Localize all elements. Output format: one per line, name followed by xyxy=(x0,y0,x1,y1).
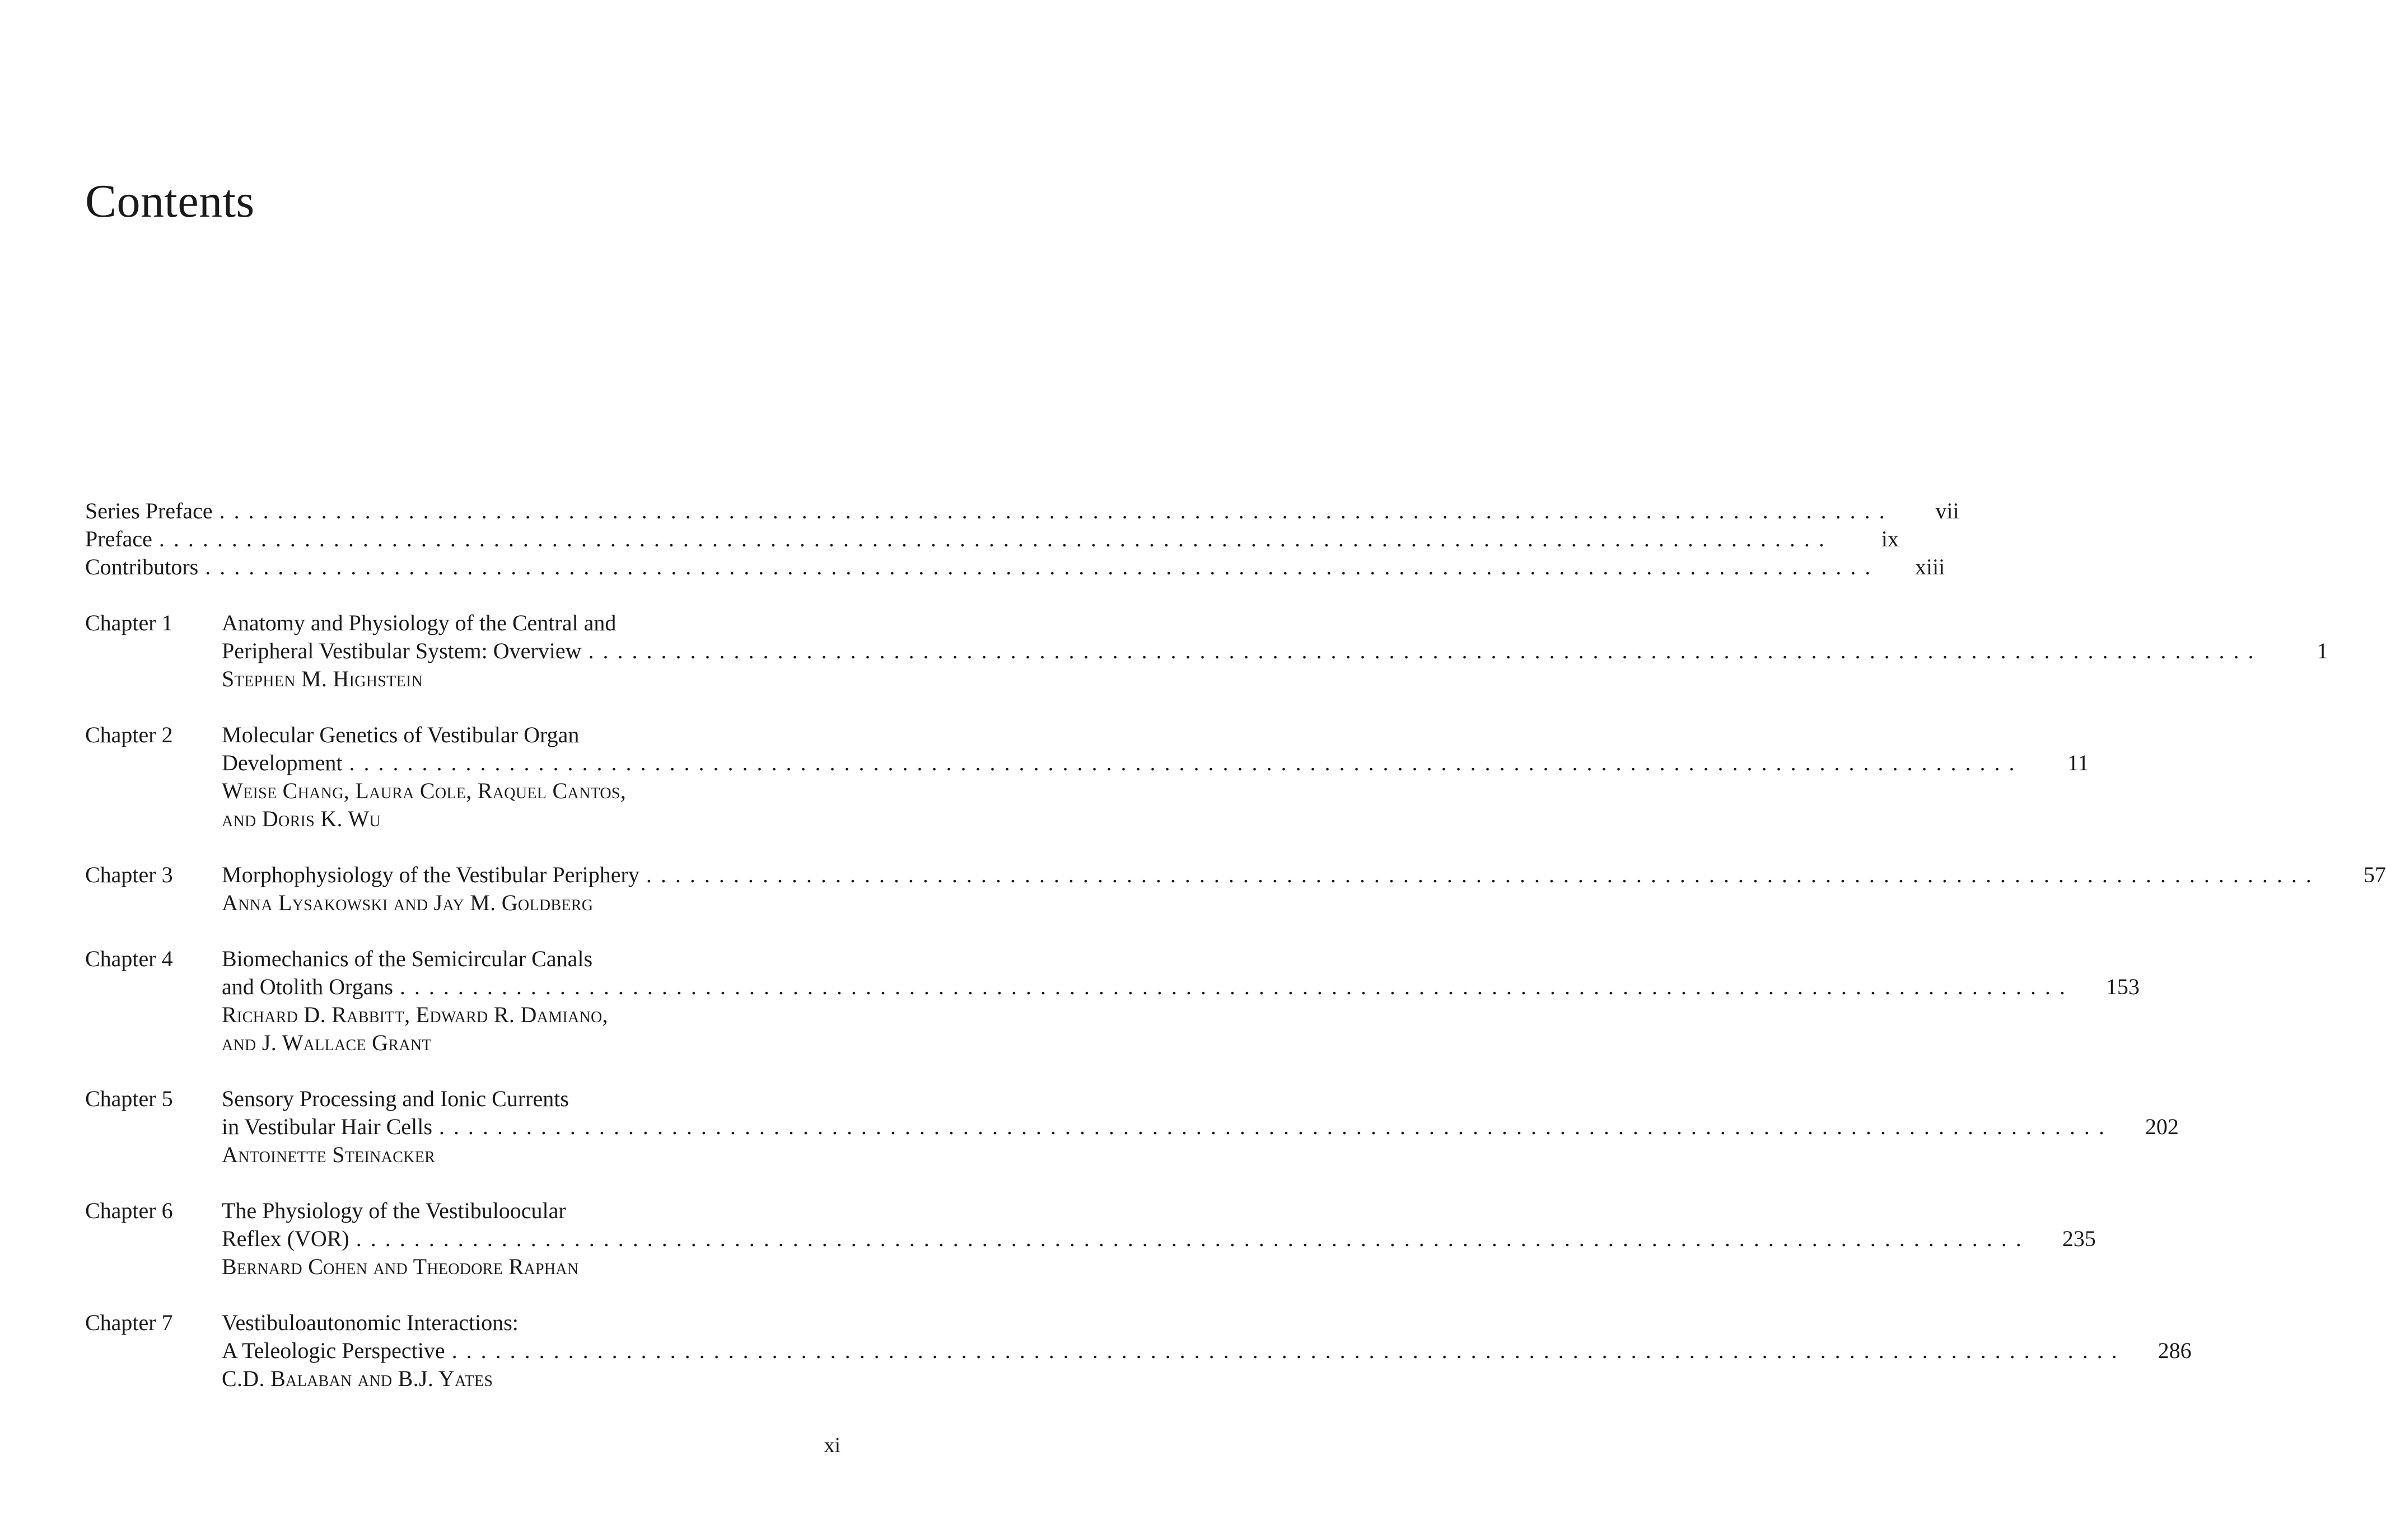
chapter-authors: Antoinette Steinacker xyxy=(222,1142,436,1167)
chapter-label: Chapter 6 xyxy=(85,1198,173,1223)
leader-dots xyxy=(439,1113,2106,1141)
leader-dots xyxy=(349,749,2016,777)
page-title: Contents xyxy=(85,175,255,227)
chapter-title-line: Anatomy and Physiology of the Central and xyxy=(222,610,617,635)
leader-dots xyxy=(588,637,2255,665)
front-matter-list xyxy=(85,497,1959,581)
chapter-title-line: The Physiology of the Vestibuloocular xyxy=(222,1198,566,1223)
chapter-title-last-line: Peripheral Vestibular System: Overview . . . 1 xyxy=(222,637,2328,665)
chapter-authors: and Doris K. Wu xyxy=(222,806,381,831)
chapter-authors: Anna Lysakowski and Jay M. Goldberg xyxy=(222,890,594,915)
toc-chapter-1[interactable] xyxy=(85,609,2328,693)
chapter-authors: Richard D. Rabbitt, Edward R. Damiano, xyxy=(222,1002,608,1027)
toc-entry-page: ix xyxy=(1881,526,1899,551)
chapter-title-line: Sensory Processing and Ionic Currents xyxy=(222,1086,569,1111)
chapter-label: Chapter 7 xyxy=(85,1310,173,1335)
leader-dots xyxy=(356,1225,2023,1253)
chapter-page: 286 xyxy=(2158,1338,2192,1363)
toc-entry-contributors[interactable] xyxy=(85,553,1945,581)
toc-chapter-3[interactable] xyxy=(85,861,2386,917)
leader-dots xyxy=(159,525,1826,553)
chapter-label: Chapter 1 xyxy=(85,610,173,635)
chapter-authors: Bernard Cohen and Theodore Raphan xyxy=(222,1254,579,1279)
toc-entry-title: Series Preface xyxy=(85,498,213,523)
chapter-title-last-line: and Otolith Organs . . . 153 xyxy=(222,973,2140,1001)
chapter-title-line: Vestibuloautonomic Interactions: xyxy=(222,1310,519,1335)
leader-dots xyxy=(220,497,1887,525)
chapter-page: 57 xyxy=(2363,862,2386,887)
toc-entry-title: Contributors xyxy=(85,554,199,579)
chapter-page: 11 xyxy=(2067,750,2089,775)
toc-entry-page: xiii xyxy=(1915,554,1945,579)
chapter-label: Chapter 5 xyxy=(85,1086,173,1111)
table-of-contents xyxy=(85,497,2386,1421)
chapter-title-last-line: in Vestibular Hair Cells . . . 202 xyxy=(222,1113,2179,1141)
chapter-authors: Weise Chang, Laura Cole, Raquel Cantos, xyxy=(222,778,627,803)
chapter-title-last-line: Development . . . 11 xyxy=(222,749,2089,777)
toc-entry-preface[interactable] xyxy=(85,525,1899,553)
leader-dots xyxy=(205,553,1872,581)
toc-chapter-4[interactable] xyxy=(85,945,2140,1057)
chapter-page: 235 xyxy=(2062,1226,2096,1251)
chapter-authors: C.D. Balaban and B.J. Yates xyxy=(222,1366,493,1391)
toc-entry-page: vii xyxy=(1935,498,1959,523)
chapter-authors: Stephen M. Highstein xyxy=(222,666,423,691)
toc-chapter-2[interactable] xyxy=(85,721,2089,833)
toc-chapter-6[interactable] xyxy=(85,1197,2096,1281)
chapter-title-line: Molecular Genetics of Vestibular Organ xyxy=(222,722,580,747)
leader-dots xyxy=(646,861,2313,889)
chapter-label: Chapter 4 xyxy=(85,946,173,971)
page-number: xi xyxy=(824,1434,841,1457)
chapter-title-last-line: Reflex (VOR) . . . 235 xyxy=(222,1225,2096,1253)
leader-dots xyxy=(400,973,2067,1001)
chapter-title-last-line: A Teleologic Perspective . . . 286 xyxy=(222,1337,2192,1365)
chapter-authors: and J. Wallace Grant xyxy=(222,1030,432,1055)
toc-entry-title: Preface xyxy=(85,526,152,551)
chapter-label: Chapter 2 xyxy=(85,722,173,747)
chapter-page: 1 xyxy=(2317,638,2328,663)
toc-chapter-5[interactable] xyxy=(85,1085,2179,1169)
chapter-title-last-line: Morphophysiology of the Vestibular Periphery . . . 57 xyxy=(222,861,2386,889)
chapter-page: 153 xyxy=(2105,974,2140,999)
toc-entry-series-preface[interactable] xyxy=(85,497,1959,525)
leader-dots xyxy=(452,1337,2119,1365)
chapter-title-line: Biomechanics of the Semicircular Canals xyxy=(222,946,593,971)
toc-chapter-7[interactable] xyxy=(85,1309,2192,1393)
chapter-label: Chapter 3 xyxy=(85,862,173,887)
chapter-page: 202 xyxy=(2145,1114,2179,1139)
